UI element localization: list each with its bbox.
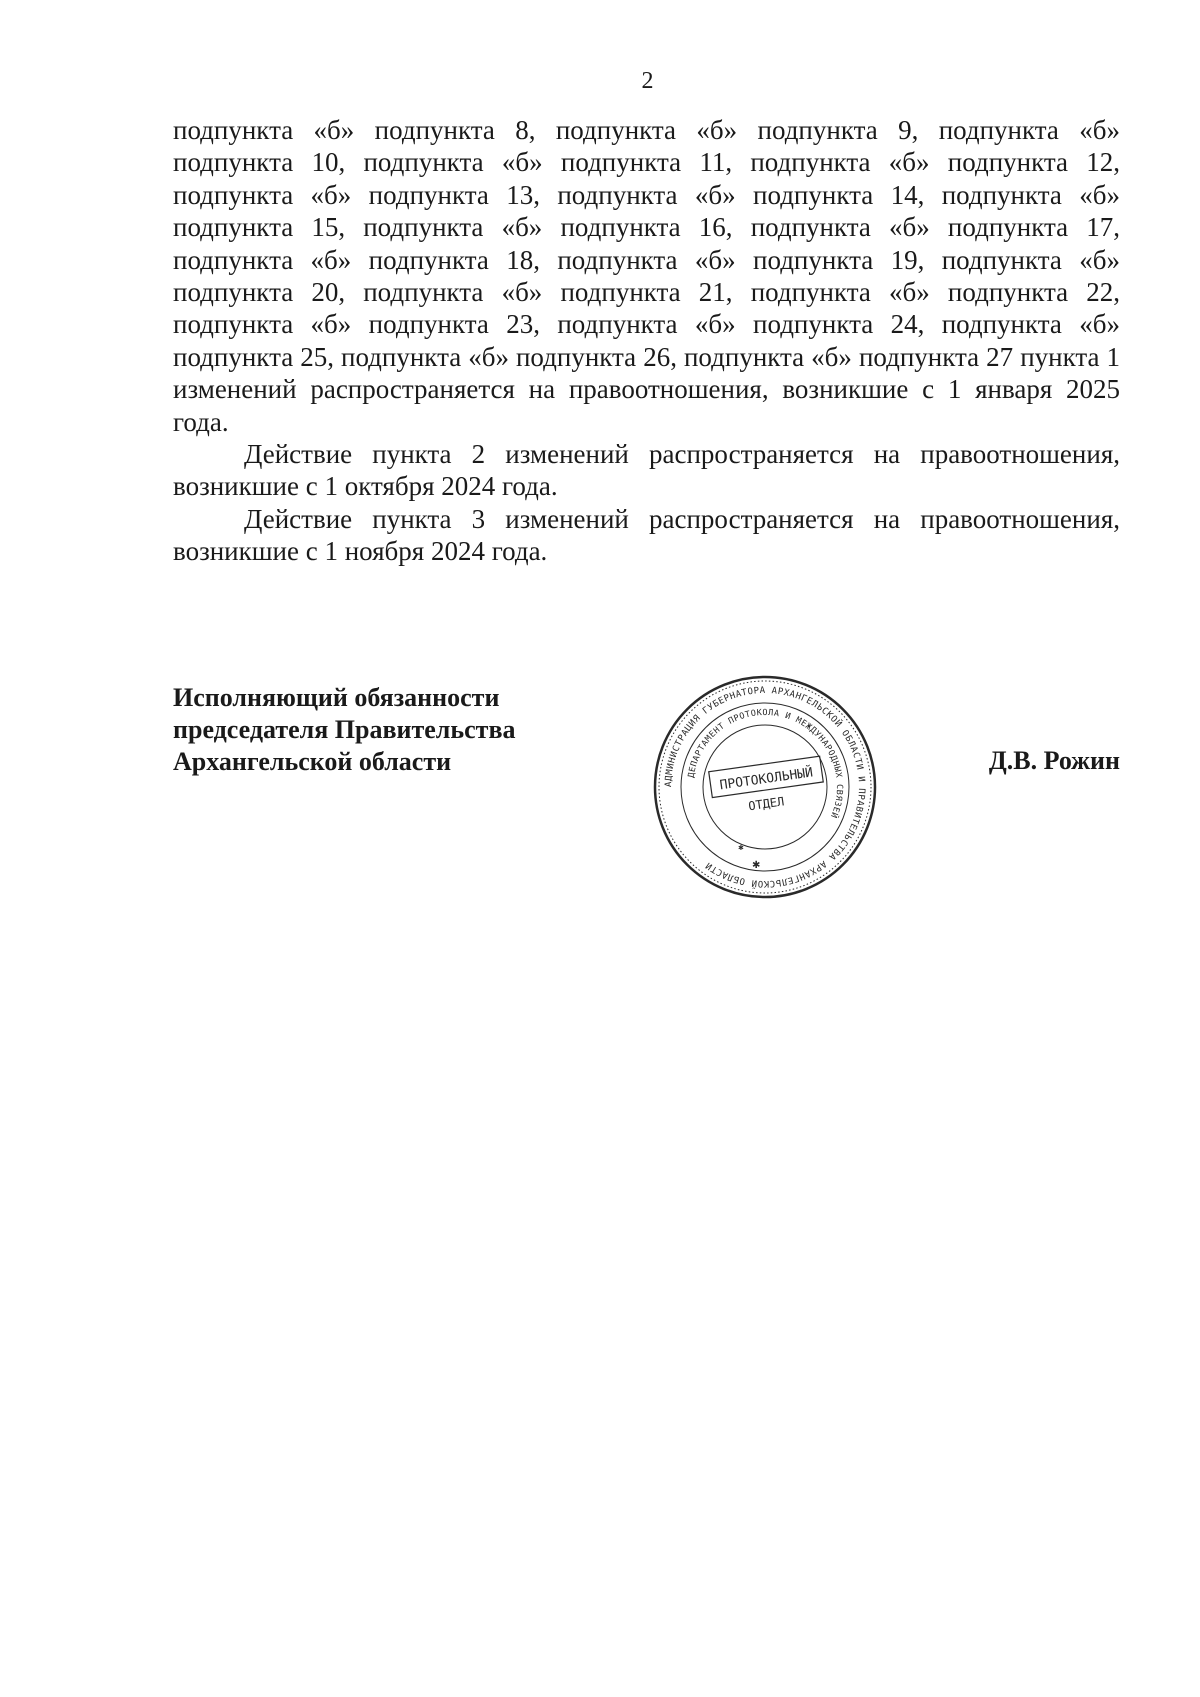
- signatory-name: Д.В. Рожин: [988, 746, 1120, 775]
- stamp-star-small-icon: ✱: [738, 844, 744, 852]
- stamp-seal-icon: [650, 672, 880, 902]
- stamp-inner-text: ДЕПАРТАМЕНТ ПРОТОКОЛА И МЕЖДУНАРОДНЫХ СВЯЗЕЙ: [686, 707, 845, 820]
- page-number: 2: [641, 68, 654, 94]
- signatory-position: [173, 682, 516, 778]
- paragraph-item-2: Действие пункта 2 изменений распространяется на правоотношения, возникшие с 1 октября 2024 года.: [173, 439, 1120, 502]
- stamp-star-icon: ✱: [752, 860, 761, 871]
- position-line-1: Исполняющий обязанности: [173, 683, 500, 712]
- paragraph-item-3: Действие пункта 3 изменений распространяется на правоотношения, возникшие с 1 ноября 2024 года.: [173, 503, 1120, 567]
- stamp-center-line-1: ПРОТОКОЛЬНЫЙ: [718, 765, 814, 794]
- position-line-2: председателя Правительства: [173, 715, 516, 744]
- position-line-3: Архангельской области: [173, 747, 452, 776]
- body-text: [173, 114, 1120, 568]
- stamp-outer-text: АДМИНИСТРАЦИЯ ГУБЕРНАТОРА АРХАНГЕЛЬСКОЙ ОБЛАСТИ И ПРАВИТЕЛЬСТВА АРХАНГЕЛЬСКОЙ ОБЛАСТИ: [663, 685, 867, 889]
- stamp-center-line-2: ОТДЕЛ: [747, 794, 786, 814]
- official-stamp: [650, 672, 880, 902]
- paragraph-continuation: подпункта «б» подпункта 8, подпункта «б» подпункта 9, подпункта «б» подпункта 10, подпункта «б» подпункта 11, подпункта «б» подпункта 12, подпункта «б» подпункта 13, подпункта «б» подпункта 14, подпункта «б» подпункта 15, подпункта «б» подпункта 16, подпункта «б» подпункта 17, подпункта «б» подпункта 18, подпункта «б» подпункта 19, подпункта «б» подпункта 20, подпункта «б» подпункта 21, подпункта «б» подпункта 22, подпункта «б» подпункта 23, подпункта «б» подпункта 24, подпункта «б» подпункта 25, подпункта «б» подпункта 26, подпункта «б» подпункта 27 пункта 1 изменений распространяется на правоотношения, возникшие с 1 января 2025 года.: [173, 115, 1120, 437]
